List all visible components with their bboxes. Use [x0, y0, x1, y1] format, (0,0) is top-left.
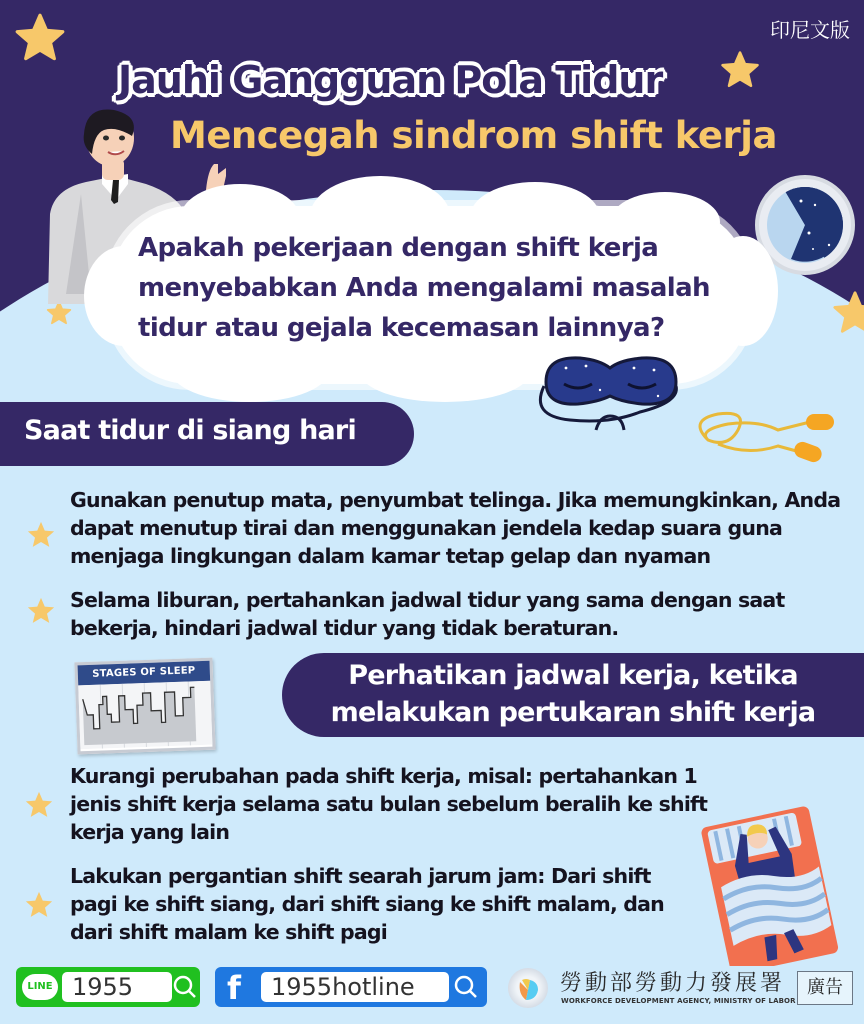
- bullet-star-icon: [26, 596, 56, 626]
- tip-item: Gunakan penutup mata, penyumbat telinga. Jika memungkinkan, Anda dapat menutup tirai dan menggunakan jendela kedap suara guna menjaga lingkungan dalam kamar tetap gelap dan nyaman: [70, 488, 841, 568]
- agency-logo-icon: [508, 968, 548, 1008]
- line-badge: LINE: [27, 981, 53, 992]
- bullet-star-icon: [26, 520, 56, 550]
- bullet-star-icon: [24, 890, 54, 920]
- section-heading-shift-change: [282, 653, 864, 737]
- search-icon[interactable]: [172, 974, 198, 1000]
- star-icon: [832, 290, 864, 336]
- sleep-chart-title: STAGES OF SLEEP: [78, 661, 211, 686]
- line-contact[interactable]: [16, 967, 200, 1007]
- sleeping-person-illustration: [700, 806, 850, 966]
- bullet-star-icon: [24, 790, 54, 820]
- search-icon[interactable]: [453, 974, 479, 1000]
- agency-name-english: WORKFORCE DEVELOPMENT AGENCY, MINISTRY OF LABOR: [561, 997, 796, 1005]
- tip-item: Kurangi perubahan pada shift kerja, misal: pertahankan 1 jenis shift kerja selama satu bulan sebelum beralih ke shift kerja yang lain: [70, 764, 708, 844]
- tip-item: Selama liburan, pertahankan jadwal tidur yang sama dengan saat bekerja, hindari jadwal tidur yang tidak beraturan.: [70, 588, 785, 640]
- agency-name-chinese: 勞動部勞動力發展署: [560, 971, 786, 996]
- sleep-mask-illustration: [530, 346, 690, 436]
- sleep-stages-chart-illustration: [74, 658, 215, 755]
- line-logo-icon: [22, 974, 58, 1000]
- section-heading-text: Perhatikan jadwal kerja, ketika melakukan pertukaran shift kerja: [330, 660, 816, 728]
- star-icon: [14, 12, 66, 64]
- facebook-id-field[interactable]: 1955hotline: [261, 972, 449, 1002]
- earplugs-illustration: [688, 400, 838, 470]
- page-title: Jauhi Gangguan Pola Tidur: [118, 58, 663, 102]
- facebook-contact[interactable]: [215, 967, 487, 1007]
- intro-question: Apakah pekerjaan dengan shift kerja menyebabkan Anda mengalami masalah tidur atau gejala kecemasan lainnya?: [138, 233, 710, 343]
- tip-item: Lakukan pergantian shift searah jarum jam: Dari shift pagi ke shift siang, dari shift siang ke shift malam, dan dari shift malam ke shift pagi: [70, 864, 664, 944]
- page-subtitle: Mencegah sindrom shift kerja: [170, 114, 777, 157]
- section-heading-day-sleep: [0, 402, 414, 466]
- ad-tag: 廣告: [797, 971, 853, 1005]
- star-icon: [720, 50, 760, 90]
- edition-tag: 印尼文版: [770, 18, 850, 42]
- facebook-logo-icon: f: [227, 969, 241, 1007]
- section-heading-text: Saat tidur di siang hari: [24, 415, 356, 446]
- line-id-field[interactable]: 1955: [62, 972, 172, 1002]
